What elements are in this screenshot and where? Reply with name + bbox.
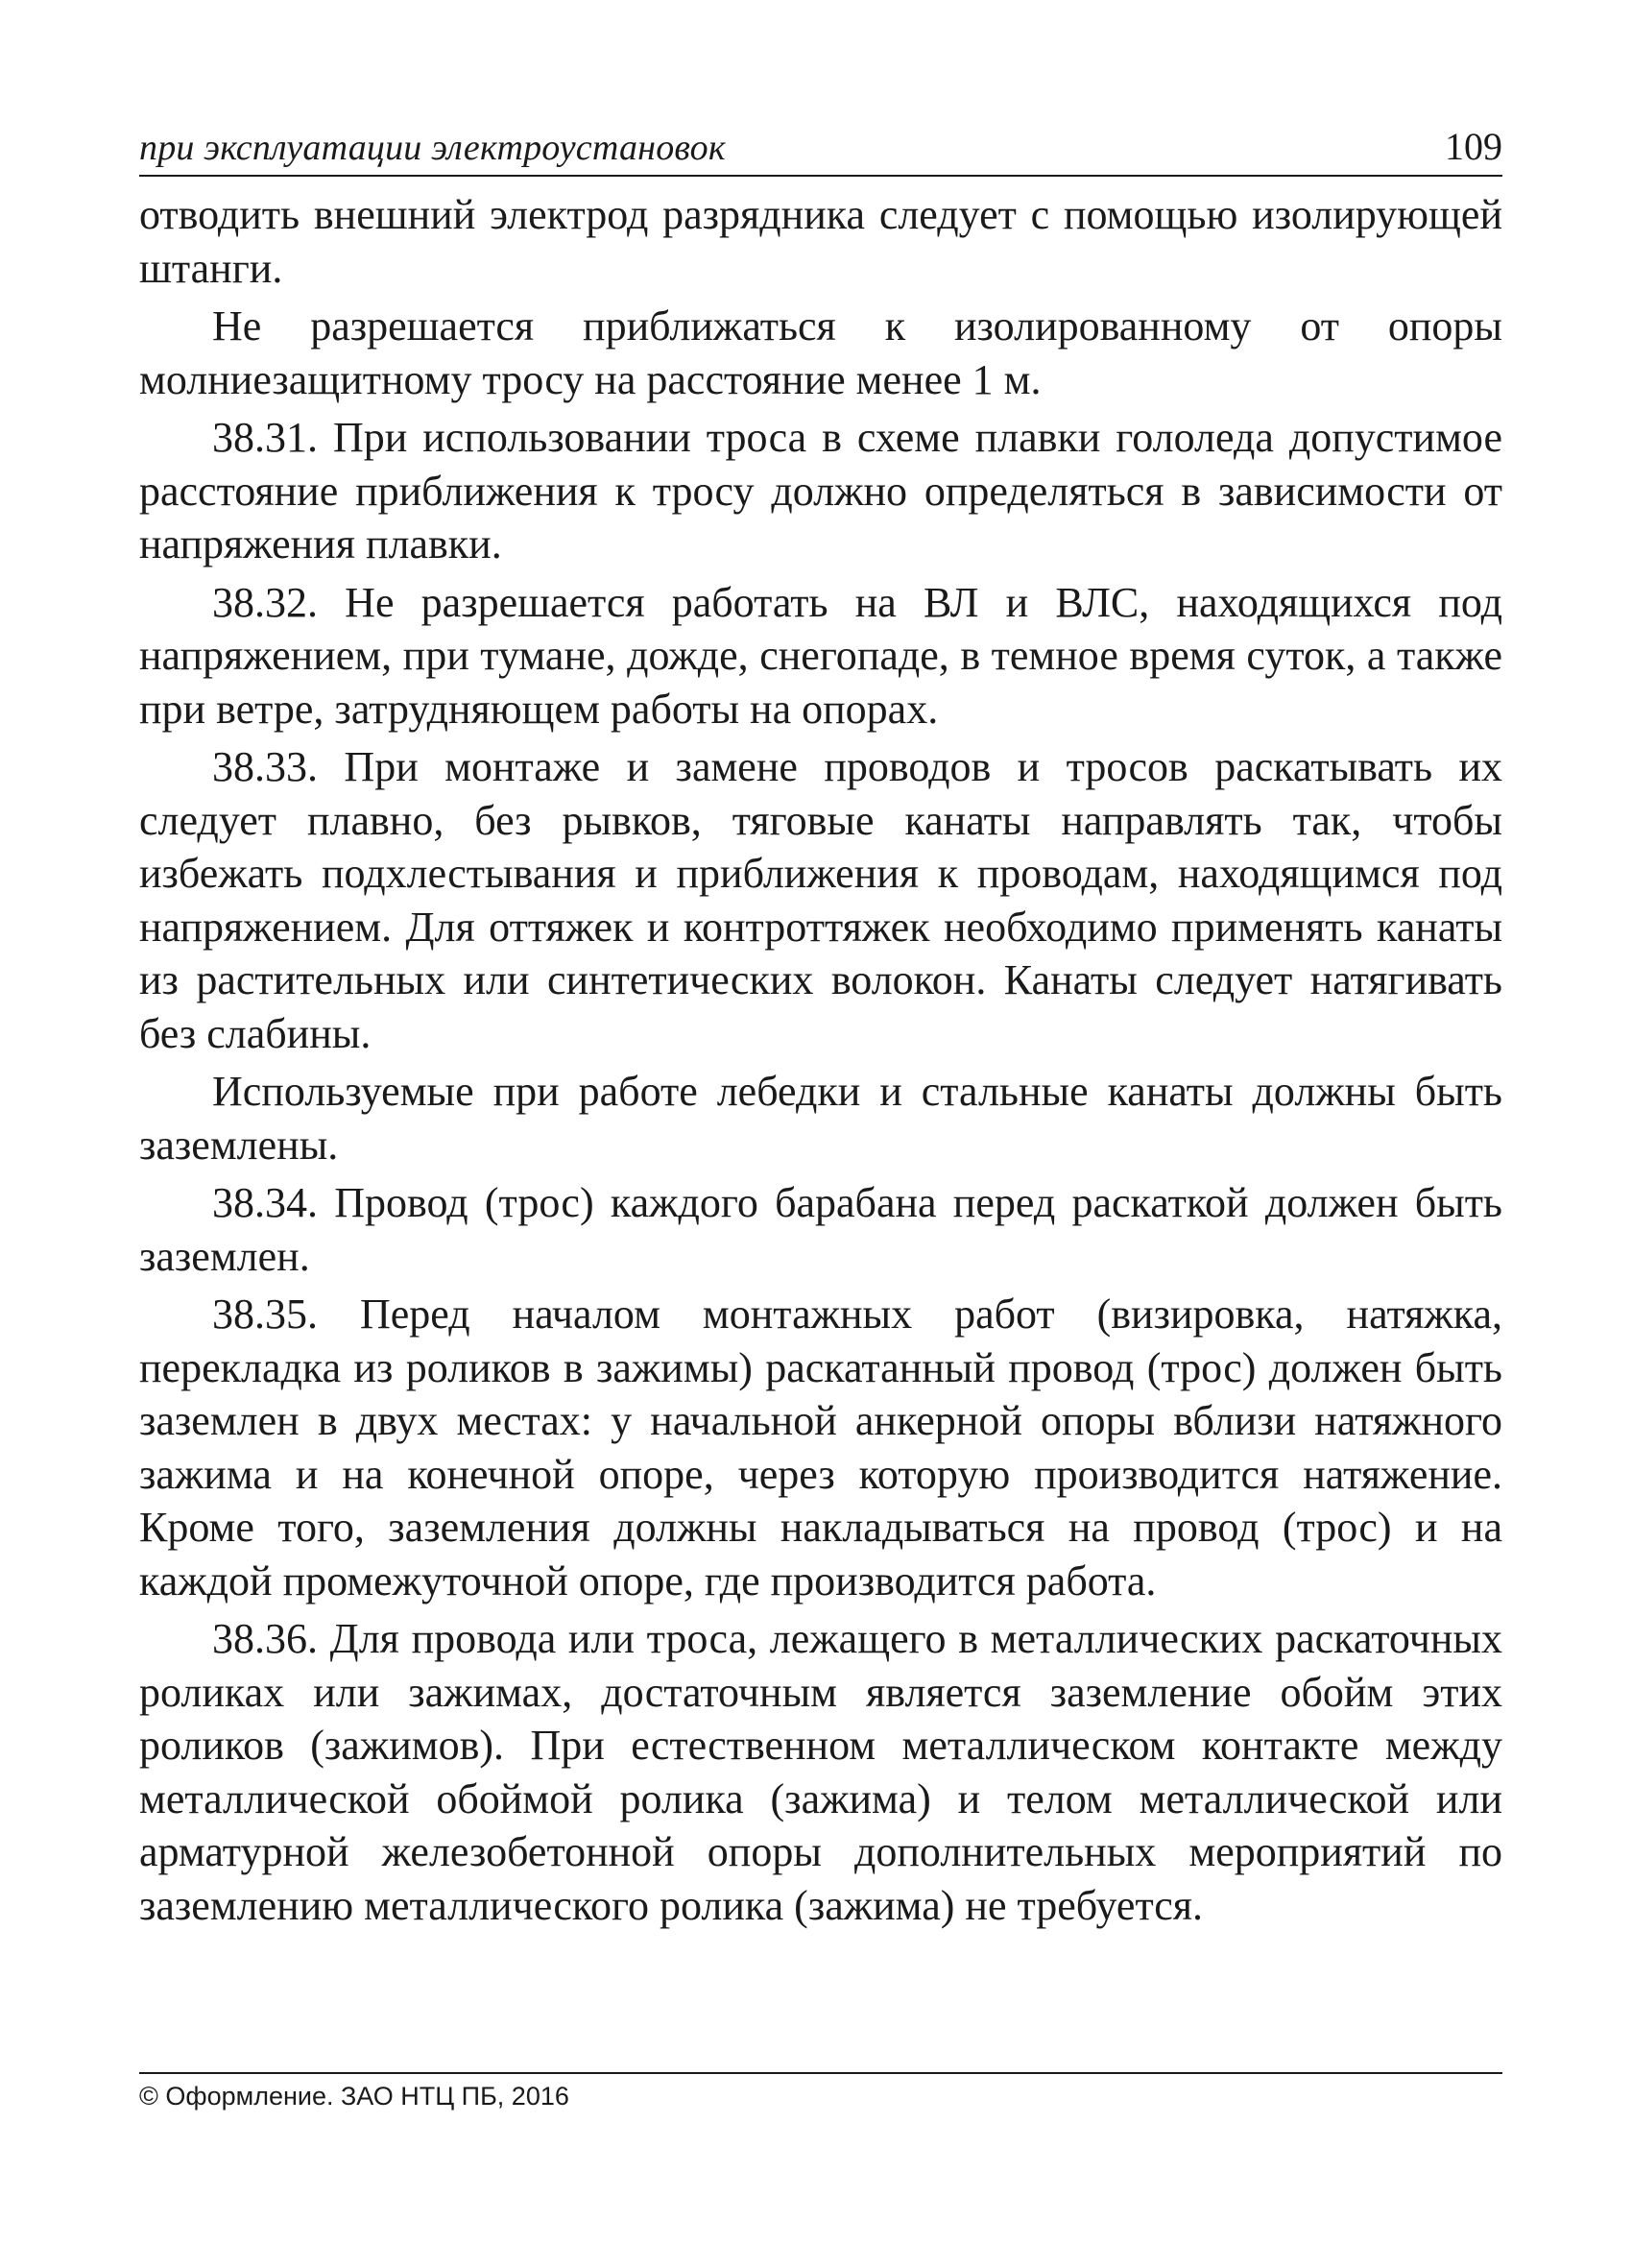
document-page (139, 115, 1502, 2160)
page-number: 109 (1445, 125, 1502, 168)
paragraph-38-33: 38.33. При монтаже и замене проводов и тросов раскатывать их следует плавно, без рывков, тяговые канаты направлять так, чтобы избежать подхлестывания и приближения к проводам, находящимся под напряжением. Для оттяжек и контроттяжек необходимо применять канаты из растительных или синтетических волокон. Канаты следует натягивать без слабины. (139, 743, 1502, 1057)
paragraph-38-31: 38.31. При использовании троса в схеме плавки гололеда допустимое расстояние приближения к тросу должно определяться в зависимости от напряжения плавки. (139, 414, 1502, 567)
running-header-title: при эксплуатации электроустановок (139, 128, 726, 168)
paragraph-38-36: 38.36. Для провода или троса, лежащего в металлических раскаточных роликах или зажимах, достаточным является заземление обойм этих роликов (зажимов). При естественном металлическом контакте между металлической обоймой ролика (зажима) и телом металлической или арматурной железобетонной опоры дополнительных мероприятий по заземлению металлического ролика (зажима) не требуется. (139, 1615, 1502, 1929)
paragraph-lightning-cable-distance: Не разрешается приближаться к изолированному от опоры молниезащитному тросу на расстояние менее 1 м. (139, 302, 1502, 403)
paragraph-38-32: 38.32. Не разрешается работать на ВЛ и ВЛС, находящихся под напряжением, при тумане, дожде, снегопаде, в темное время суток, а также при ветре, затрудняющем работы на опорах. (139, 578, 1502, 733)
paragraph-continuation: отводить внешний электрод разрядника следует с помощью изолирующей штанги. (139, 191, 1502, 292)
body-text (139, 188, 1502, 1932)
paragraph-38-34: 38.34. Провод (трос) каждого барабана перед раскаткой должен быть заземлен. (139, 1179, 1502, 1280)
copyright-notice: © Оформление. ЗАО НТЦ ПБ, 2016 (139, 2082, 569, 2111)
paragraph-38-35: 38.35. Перед началом монтажных работ (визировка, натяжка, перекладка из роликов в зажимы) раскатанный провод (трос) должен быть заземлен в двух местах: у начальной анкерной опоры вблизи натяжного зажима и на конечной опоре, через которую производится натяжение. Кроме того, заземления должны накладываться на провод (трос) и на каждой промежуточной опоре, где производится работа. (139, 1291, 1502, 1604)
page-footer (139, 2072, 1502, 2111)
paragraph-winches-grounded: Используемые при работе лебедки и стальные канаты должны быть заземлены. (139, 1068, 1502, 1169)
running-header (139, 115, 1502, 177)
